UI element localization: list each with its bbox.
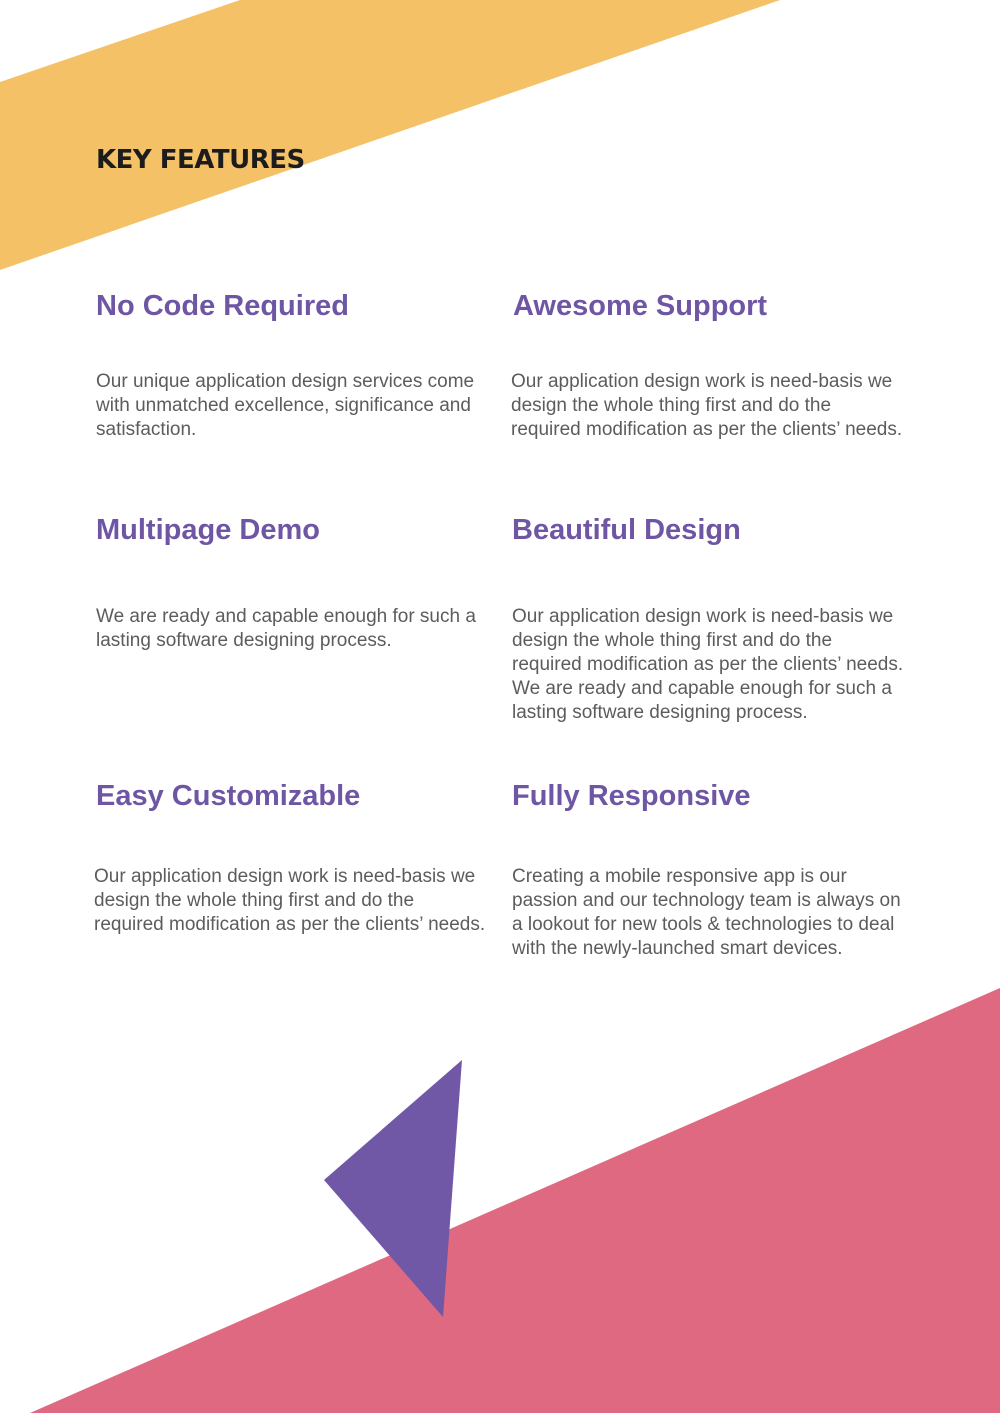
feature-no-code-required (96, 289, 496, 440)
feature-description: Our unique application design services come with unmatched excellence, significance and satisfaction. (96, 371, 475, 440)
feature-title: Awesome Support (513, 290, 768, 322)
feature-multipage-demo (96, 513, 496, 651)
feature-easy-customizable (94, 779, 496, 935)
page-title: KEY FEATURES (96, 145, 305, 175)
feature-description: Our application design work is need-basis we design the whole thing first and do the required modification as per the clients’ needs. We are ready and capable enough for such a lasting software designing process. (512, 606, 904, 723)
feature-description: Our application design work is need-basis we design the whole thing first and do the required modification as per the clients’ needs. (511, 371, 903, 440)
feature-title: No Code Required (96, 290, 349, 322)
feature-description: We are ready and capable enough for such a lasting software designing process. (96, 606, 476, 651)
feature-awesome-support (511, 289, 913, 440)
feature-fully-responsive (512, 779, 912, 959)
pink-diagonal-band (30, 988, 1000, 1413)
feature-description: Creating a mobile responsive app is our passion and our technology team is always on a lookout for new tools & technologies to deal with the newly-launched smart devices. (512, 866, 901, 959)
feature-description: Our application design work is need-basis we design the whole thing first and do the required modification as per the clients’ needs. (94, 866, 486, 935)
feature-title: Fully Responsive (512, 780, 751, 812)
feature-title: Beautiful Design (512, 514, 741, 546)
feature-title: Multipage Demo (96, 514, 320, 546)
feature-beautiful-design (512, 513, 912, 723)
yellow-diagonal-band (0, 0, 780, 270)
feature-title: Easy Customizable (96, 780, 361, 812)
